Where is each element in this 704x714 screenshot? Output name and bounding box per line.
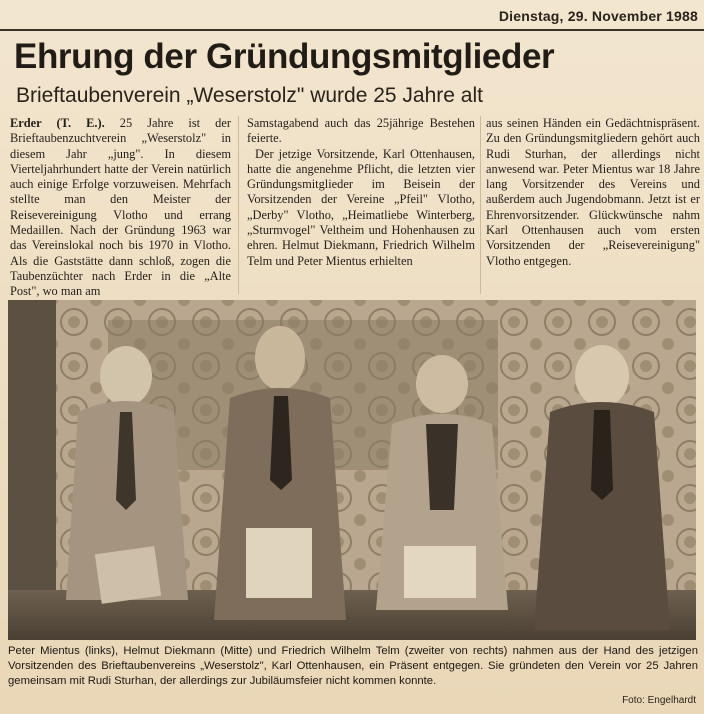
article-column-3 <box>486 116 700 269</box>
article-column-2 <box>247 116 475 269</box>
column-divider <box>238 116 239 294</box>
paragraph-text: 25 Jahre ist der Brieftaubenzuchtverein „Weserstolz" in diesem Jahr „jung". In diesem Vierteljahrhundert hatte der Verein natürlich auch einige Erfolge vorzuweisen. Mehrfach stellte man den Meister der Reisevereinigung Vlotho und errang Medaillen. Nach der Gründung 1963 war das Vereinslokal noch bis 1970 in Vlotho. Als die Gaststätte dann schloß, zogen die Taubenzüchter nach Erder in die „Alte Post", wo man am <box>10 116 231 299</box>
photo-credit: Foto: Engelhardt <box>622 695 696 706</box>
header-rule <box>0 29 704 31</box>
article-paragraph <box>10 116 231 300</box>
article-subheadline: Brieftaubenverein „Weserstolz" wurde 25 Jahre alt <box>16 84 483 107</box>
column-divider <box>480 116 481 294</box>
group-photo-illustration <box>8 300 696 640</box>
publication-date: Dienstag, 29. November 1988 <box>498 8 698 24</box>
article-paragraph: aus seinen Händen ein Gedächtnispräsent. Zu den Gründungsmitgliedern gehört auch Rudi Sturhan, der allerdings nicht anwesend war. Peter Mientus war 18 Jahre lang Vorsitzender des Vereins und außerdem auch Jugendobmann. Jetzt ist er Ehrenvorsitzender. Glückwünsche nahm Karl Ottenhausen auch vom ersten Vorsitzenden der „Reisevereinigung" Vlotho entgegen. <box>486 116 700 268</box>
article-dateline: Erder (T. E.). <box>10 116 105 130</box>
article-paragraph: Samstagabend auch das 25jährige Bestehen feierte. <box>247 116 475 146</box>
article-headline: Ehrung der Gründungsmitglieder <box>14 37 555 76</box>
group-photo <box>8 300 696 640</box>
article-column-1 <box>10 116 231 300</box>
article-paragraph: Der jetzige Vorsitzende, Karl Ottenhausen, hatte die angenehme Pflicht, die letzten vier Gründungsmitglieder im Beisein der Vorsitzenden der Vereine „Pfeil" Vlotho, „Derby" Vlotho, „Heimatliebe Winterberg, „Sturmvogel" Veltheim und Hohenhausen zu ehren. Helmut Diekmann, Friedrich Wilhelm Telm und Peter Mientus erhielten <box>247 146 475 268</box>
photo-caption: Peter Mientus (links), Helmut Diekmann (Mitte) und Friedrich Wilhelm Telm (zweiter von rechts) nahmen aus der Hand des jetzigen Vorsitzenden des Brieftaubenvereins „Weserstolz", Karl Ottenhausen, ein Präsent entgegen. Sie gründeten den Verein vor 25 Jahren gemeinsam mit Rudi Sturhan, der allerdings zur Jubiläumsfeier nicht kommen konnte. <box>8 645 698 688</box>
